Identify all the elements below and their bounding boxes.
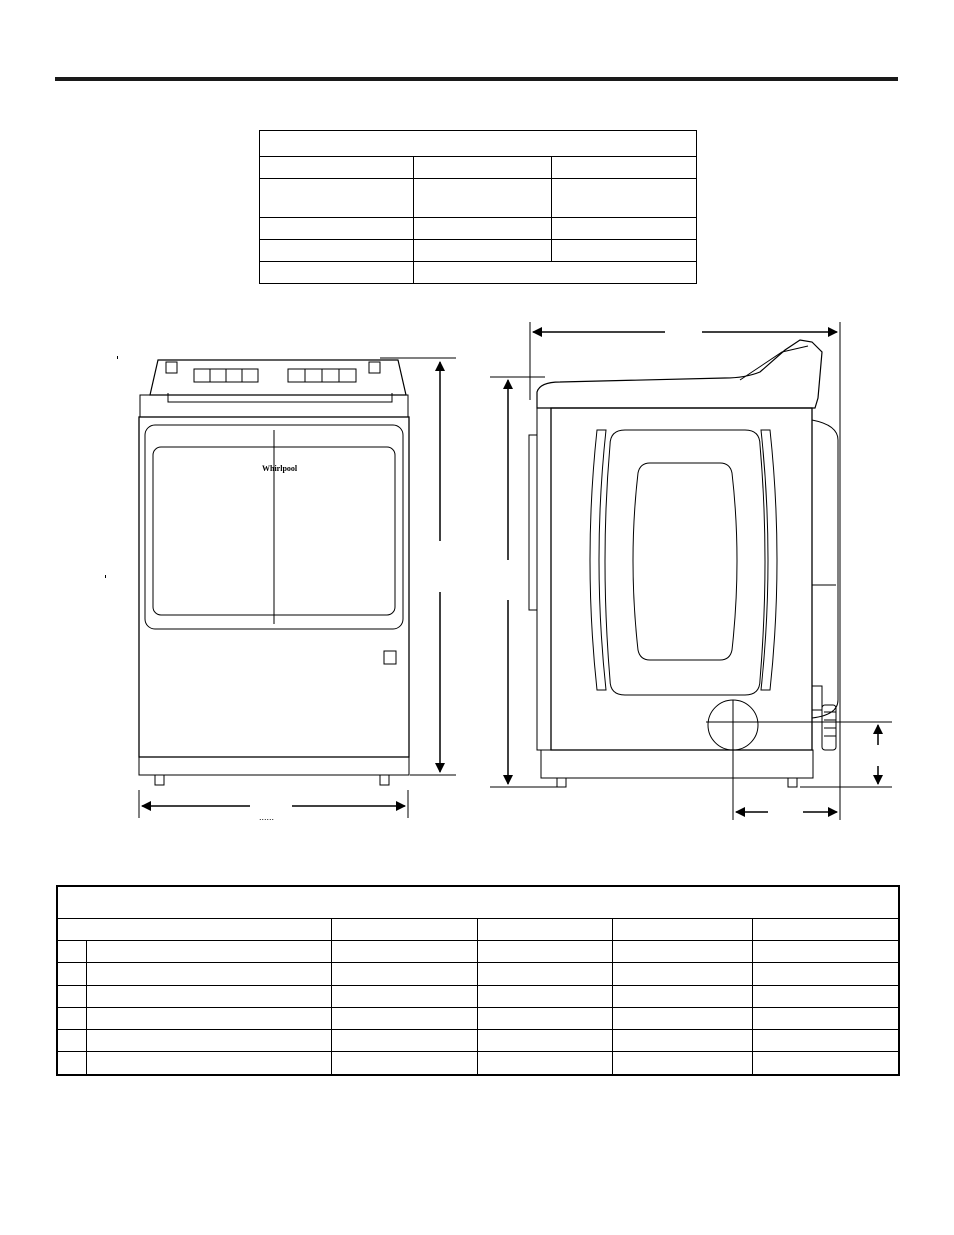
stray-marks — [105, 356, 118, 578]
dim-table-title-cell — [57, 886, 899, 918]
front-top-band — [140, 395, 408, 417]
dim-table-row — [57, 963, 899, 985]
dimensions-table — [56, 885, 898, 1076]
front-latch — [384, 651, 396, 664]
side-view — [529, 340, 838, 787]
front-control-panel — [150, 360, 406, 395]
dim-table-row — [57, 985, 899, 1007]
brand-logo: Whirlpool — [262, 464, 298, 473]
front-lid-edge — [168, 393, 392, 402]
side-lid — [537, 340, 822, 408]
front-knob-left — [166, 362, 177, 373]
dim-table-header-cell — [752, 918, 899, 940]
front-view — [139, 360, 409, 785]
side-dimensions — [490, 322, 892, 820]
side-right-rib — [761, 430, 777, 690]
front-width-label: ...... — [259, 812, 275, 822]
front-foot-right — [380, 775, 389, 785]
dim-table-row — [57, 941, 899, 963]
front-knob-right — [369, 362, 380, 373]
side-door-hinge — [529, 435, 537, 610]
side-left-rib — [590, 430, 606, 690]
side-rear-bulge — [812, 420, 838, 718]
dim-table-header-cell — [57, 918, 331, 940]
dim-table-header-cell — [331, 918, 477, 940]
dim-table-row — [57, 1030, 899, 1052]
side-foot-rear — [788, 778, 797, 787]
dim-table-row — [57, 1007, 899, 1029]
dim-table-header-cell — [477, 918, 612, 940]
side-front-edge — [537, 408, 551, 750]
side-power-connector — [812, 686, 822, 710]
side-door-window — [633, 463, 737, 660]
front-base — [139, 757, 409, 775]
dim-table-header-cell — [612, 918, 752, 940]
side-base — [541, 750, 813, 778]
dim-table-row — [57, 1052, 899, 1075]
side-foot-front — [557, 778, 566, 787]
side-door-outline — [605, 430, 765, 695]
front-foot-left — [155, 775, 164, 785]
